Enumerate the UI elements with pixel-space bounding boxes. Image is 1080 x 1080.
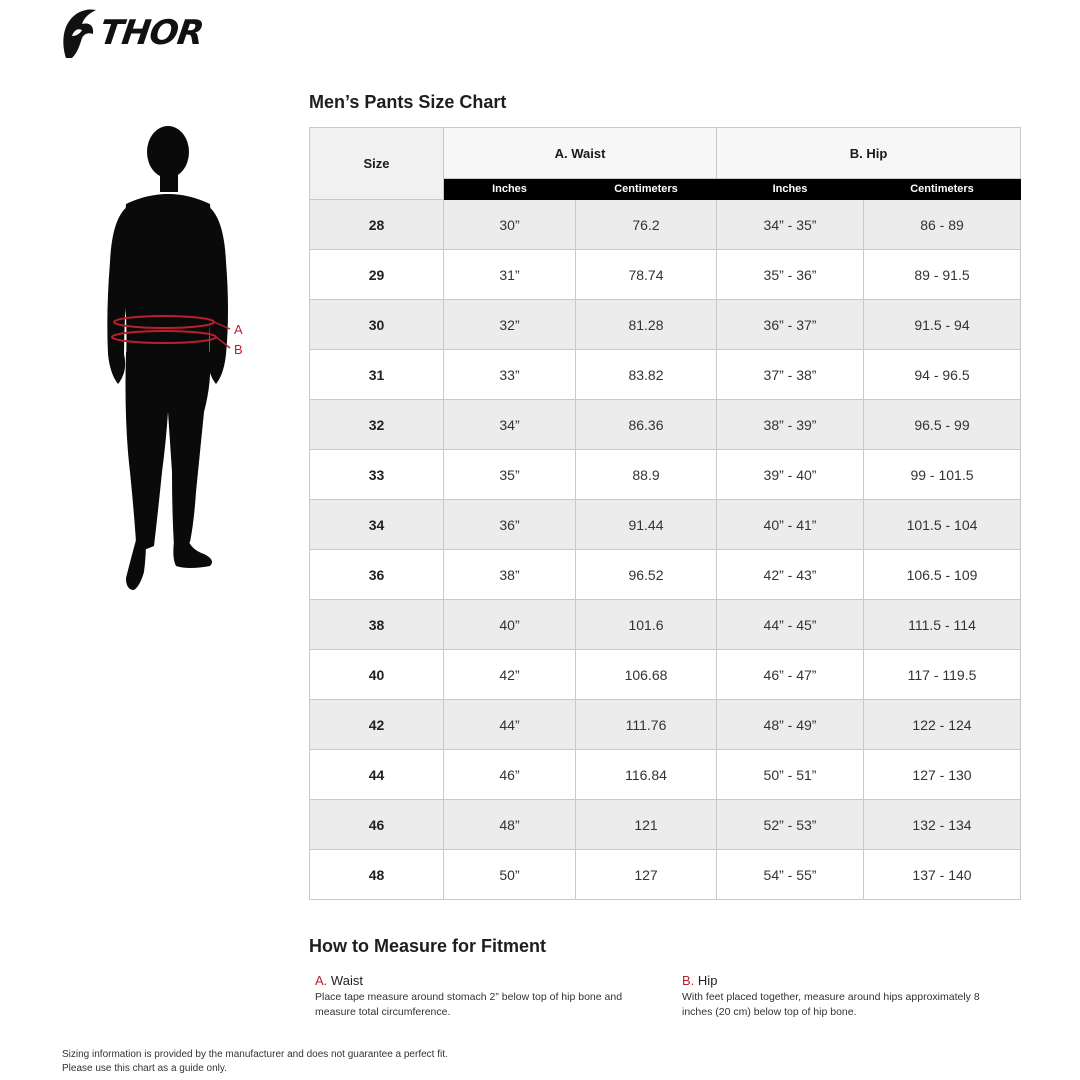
waist-cm-cell: 78.74 (576, 250, 717, 300)
hip-instructions-text: With feet placed together, measure around hips approximately 8 inches (20 cm) below top of hip bone. (682, 991, 980, 1018)
hip-instructions-heading (682, 973, 1012, 988)
table-row (310, 750, 1021, 800)
hip-cm-header: Centimeters (864, 179, 1021, 200)
person-silhouette-icon (92, 122, 262, 597)
hip-label: Hip (697, 973, 718, 988)
measure-section-title: How to Measure for Fitment (309, 936, 547, 956)
waist-cm-cell: 83.82 (576, 350, 717, 400)
table-row (310, 700, 1021, 750)
size-cell: 46 (310, 800, 444, 850)
hip-cm-cell: 132 - 134 (864, 800, 1021, 850)
hip-cm-cell: 99 - 101.5 (864, 450, 1021, 500)
hip-inches-cell: 36” - 37” (717, 300, 864, 350)
size-cell: 31 (310, 350, 444, 400)
hip-cm-cell: 89 - 91.5 (864, 250, 1021, 300)
size-column-header: Size (310, 128, 444, 200)
table-row (310, 200, 1021, 250)
waist-letter: A. (315, 973, 328, 988)
hip-cm-cell: 91.5 - 94 (864, 300, 1021, 350)
hip-inches-cell: 38” - 39” (717, 400, 864, 450)
hip-cm-cell: 94 - 96.5 (864, 350, 1021, 400)
hip-cm-cell: 96.5 - 99 (864, 400, 1021, 450)
size-cell: 28 (310, 200, 444, 250)
hip-instructions (682, 973, 1012, 1020)
waist-label: Waist (330, 973, 363, 988)
waist-inches-cell: 33” (444, 350, 576, 400)
hip-inches-cell: 46” - 47” (717, 650, 864, 700)
thor-logo (60, 6, 206, 60)
size-cell: 33 (310, 450, 444, 500)
hip-group-header: B. Hip (717, 128, 1021, 179)
waist-inches-cell: 31” (444, 250, 576, 300)
hip-inches-cell: 40” - 41” (717, 500, 864, 550)
waist-inches-cell: 42” (444, 650, 576, 700)
hip-inches-cell: 37” - 38” (717, 350, 864, 400)
size-cell: 32 (310, 400, 444, 450)
hip-cm-cell: 122 - 124 (864, 700, 1021, 750)
size-chart-body (310, 200, 1021, 900)
waist-cm-header: Centimeters (576, 179, 717, 200)
waist-inches-header: Inches (444, 179, 576, 200)
table-row (310, 650, 1021, 700)
hip-inches-cell: 39” - 40” (717, 450, 864, 500)
size-cell: 38 (310, 600, 444, 650)
hip-cm-cell: 111.5 - 114 (864, 600, 1021, 650)
sizing-disclaimer (62, 1048, 448, 1076)
waist-inches-cell: 46” (444, 750, 576, 800)
waist-cm-cell: 106.68 (576, 650, 717, 700)
table-row (310, 500, 1021, 550)
size-cell: 36 (310, 550, 444, 600)
waist-cm-cell: 76.2 (576, 200, 717, 250)
waist-group-header: A. Waist (444, 128, 717, 179)
body-figure (92, 122, 262, 602)
waist-cm-cell: 101.6 (576, 600, 717, 650)
hip-cm-cell: 101.5 - 104 (864, 500, 1021, 550)
table-row (310, 800, 1021, 850)
hip-inches-cell: 50” - 51” (717, 750, 864, 800)
waist-cm-cell: 88.9 (576, 450, 717, 500)
table-row (310, 450, 1021, 500)
table-row (310, 550, 1021, 600)
hip-cm-cell: 86 - 89 (864, 200, 1021, 250)
hip-inches-header: Inches (717, 179, 864, 200)
waist-inches-cell: 36” (444, 500, 576, 550)
waist-inches-cell: 35” (444, 450, 576, 500)
hip-cm-cell: 117 - 119.5 (864, 650, 1021, 700)
hip-inches-cell: 48” - 49” (717, 700, 864, 750)
table-row (310, 850, 1021, 900)
hip-inches-cell: 34” - 35” (717, 200, 864, 250)
waist-inches-cell: 38” (444, 550, 576, 600)
table-row (310, 400, 1021, 450)
waist-cm-cell: 91.44 (576, 500, 717, 550)
waist-cm-cell: 116.84 (576, 750, 717, 800)
table-row (310, 250, 1021, 300)
marker-b: B (234, 342, 243, 357)
disclaimer-line-1: Sizing information is provided by the manufacturer and does not guarantee a perfect fit. (62, 1049, 448, 1060)
waist-inches-cell: 40” (444, 600, 576, 650)
waist-inches-cell: 30” (444, 200, 576, 250)
size-cell: 40 (310, 650, 444, 700)
size-cell: 42 (310, 700, 444, 750)
hip-letter: B. (682, 973, 695, 988)
hip-cm-cell: 127 - 130 (864, 750, 1021, 800)
hip-inches-cell: 42” - 43” (717, 550, 864, 600)
waist-inches-cell: 44” (444, 700, 576, 750)
brand-wordmark: THOR (97, 13, 206, 53)
waist-cm-cell: 81.28 (576, 300, 717, 350)
hip-inches-cell: 52” - 53” (717, 800, 864, 850)
table-row (310, 600, 1021, 650)
hip-inches-cell: 35” - 36” (717, 250, 864, 300)
hip-inches-cell: 44” - 45” (717, 600, 864, 650)
size-cell: 44 (310, 750, 444, 800)
hip-inches-cell: 54” - 55” (717, 850, 864, 900)
hip-cm-cell: 137 - 140 (864, 850, 1021, 900)
waist-instructions (315, 973, 645, 1020)
size-cell: 30 (310, 300, 444, 350)
waist-cm-cell: 86.36 (576, 400, 717, 450)
waist-inches-cell: 34” (444, 400, 576, 450)
waist-cm-cell: 111.76 (576, 700, 717, 750)
waist-inches-cell: 32” (444, 300, 576, 350)
size-chart-table (309, 127, 1021, 900)
hip-cm-cell: 106.5 - 109 (864, 550, 1021, 600)
size-cell: 34 (310, 500, 444, 550)
waist-cm-cell: 96.52 (576, 550, 717, 600)
table-row (310, 300, 1021, 350)
waist-instructions-heading (315, 973, 645, 988)
size-cell: 29 (310, 250, 444, 300)
thor-helmet-icon (60, 6, 98, 60)
waist-inches-cell: 50” (444, 850, 576, 900)
waist-cm-cell: 127 (576, 850, 717, 900)
waist-instructions-text: Place tape measure around stomach 2” below top of hip bone and measure total circumference. (315, 991, 623, 1018)
marker-a: A (234, 322, 243, 337)
size-chart-title: Men’s Pants Size Chart (309, 92, 507, 112)
waist-cm-cell: 121 (576, 800, 717, 850)
waist-inches-cell: 48” (444, 800, 576, 850)
size-cell: 48 (310, 850, 444, 900)
table-row (310, 350, 1021, 400)
disclaimer-line-2: Please use this chart as a guide only. (62, 1063, 227, 1074)
